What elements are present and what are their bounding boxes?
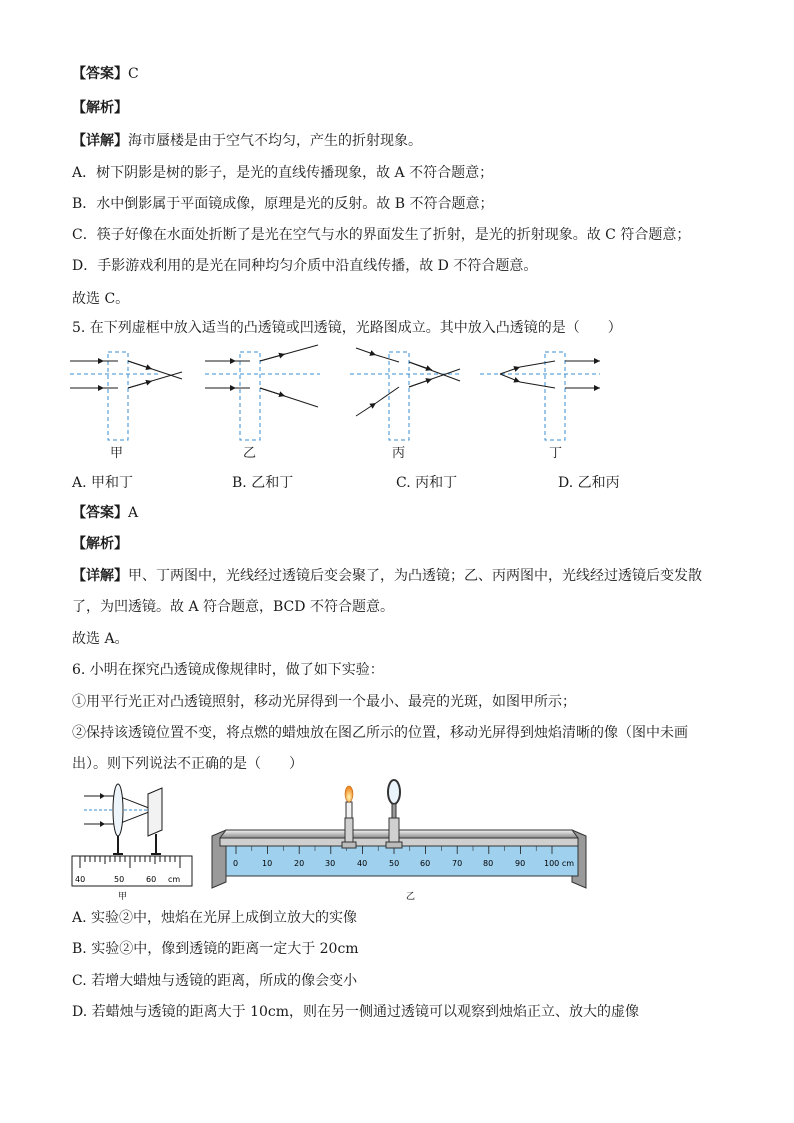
fig-yi-tick-20: 20 [294, 859, 305, 868]
q5-analysis-tag: 【解析】 [72, 536, 128, 552]
figure-label-yi: 乙 [243, 446, 257, 461]
q6-figure-yi [206, 778, 606, 903]
q4-detail: 【详解】海市蜃楼是由于空气不均匀，产生的折射现象。 [72, 133, 422, 149]
fig-yi-tick-80: 80 [483, 859, 494, 868]
q4-conclusion: 故选 C。 [72, 291, 130, 307]
q4-option-a-analysis: A．树下阴影是树的影子，是光的直线传播现象，故 A 不符合题意； [72, 165, 494, 181]
q6-figure-jia [70, 782, 200, 902]
q4-option-b-analysis: B．水中倒影属于平面镜成像，原理是光的反射。故 B 不符合题意； [72, 196, 494, 212]
diagram-bing [350, 348, 460, 440]
q6-option-b: B. 实验②中，像到透镜的距离一定大于 20cm [72, 941, 359, 957]
q6-option-d: D. 若蜡烛与透镜的距离大于 10cm，则在另一侧通过透镜可以观察到烛焰正立、放大的虚像 [72, 1004, 640, 1020]
fig-jia-unit: cm [168, 875, 181, 884]
q6-stem: 6. 小明在探究凸透镜成像规律时，做了如下实验： [72, 662, 384, 678]
q5-detail-line1: 【详解】甲、丁两图中，光线经过透镜后变会聚了，为凸透镜；乙、丙两图中，光线经过透镜后变发散 [72, 568, 702, 584]
q5-option-a: A. 甲和丁 [72, 475, 134, 491]
fig-yi-tick-0: 0 [233, 859, 239, 868]
q6-option-a: A. 实验②中，烛焰在光屏上成倒立放大的实像 [72, 910, 358, 926]
q4-analysis-tag: 【解析】 [72, 100, 128, 116]
fig-yi-label: 乙 [406, 892, 416, 902]
fig-yi-tick-40: 40 [357, 859, 368, 868]
q6-option-c: C. 若增大蜡烛与透镜的距离，所成的像会变小 [72, 973, 358, 989]
fig-yi-tick-100: 100 cm [544, 859, 575, 868]
fig-jia-tick-40: 40 [75, 875, 86, 884]
q6-step1: ①用平行光正对凸透镜照射，移动光屏得到一个最小、最亮的光斑，如图甲所示； [72, 694, 576, 710]
answer-tag: 【答案】 [72, 66, 128, 82]
fig-jia-tick-50: 50 [114, 875, 125, 884]
diagram-jia [70, 352, 182, 440]
fig-yi-tick-90: 90 [515, 859, 526, 868]
diagram-ding [480, 352, 600, 440]
q5-option-d: D. 乙和丙 [558, 475, 620, 491]
q5-answer-line: 【答案】A [72, 505, 139, 521]
fig-yi-tick-50: 50 [389, 859, 400, 868]
fig-yi-tick-30: 30 [325, 859, 336, 868]
fig-yi-tick-60: 60 [420, 859, 431, 868]
diagram-yi [205, 345, 320, 440]
fig-jia-label: 甲 [118, 892, 128, 902]
q5-option-c: C. 丙和丁 [396, 475, 458, 491]
q5-stem: 5. 在下列虚框中放入适当的凸透镜或凹透镜，光路图成立。其中放入凸透镜的是（ ） [72, 320, 622, 336]
q6-step2-line2: 出）。则下列说法不正确的是（ ） [72, 756, 303, 772]
figure-label-jia: 甲 [110, 446, 124, 461]
fig-yi-tick-10: 10 [262, 859, 273, 868]
q5-detail-line2: 了，为凹透镜。故 A 符合题意，BCD 不符合题意。 [72, 599, 394, 615]
figure-label-ding: 丁 [549, 446, 563, 461]
fig-jia-tick-60: 60 [146, 875, 157, 884]
answer-value: C [128, 66, 139, 82]
q6-step2-line1: ②保持该透镜位置不变，将点燃的蜡烛放在图乙所示的位置，移动光屏得到烛焰清晰的像（图中未画 [72, 725, 688, 741]
q4-option-d-analysis: D．手影游戏利用的是光在同种均匀介质中沿直线传播，故 D 不符合题意。 [72, 258, 538, 274]
fig-yi-tick-70: 70 [452, 859, 463, 868]
q4-option-c-analysis: C．筷子好像在水面处折断了是光在空气与水的界面发生了折射，是光的折射现象。故 C 符合题意； [72, 227, 691, 243]
q4-answer-line [72, 64, 139, 84]
q5-conclusion: 故选 A。 [72, 631, 129, 647]
q5-option-b: B. 乙和丁 [232, 475, 294, 491]
figure-label-bing: 丙 [392, 446, 406, 461]
